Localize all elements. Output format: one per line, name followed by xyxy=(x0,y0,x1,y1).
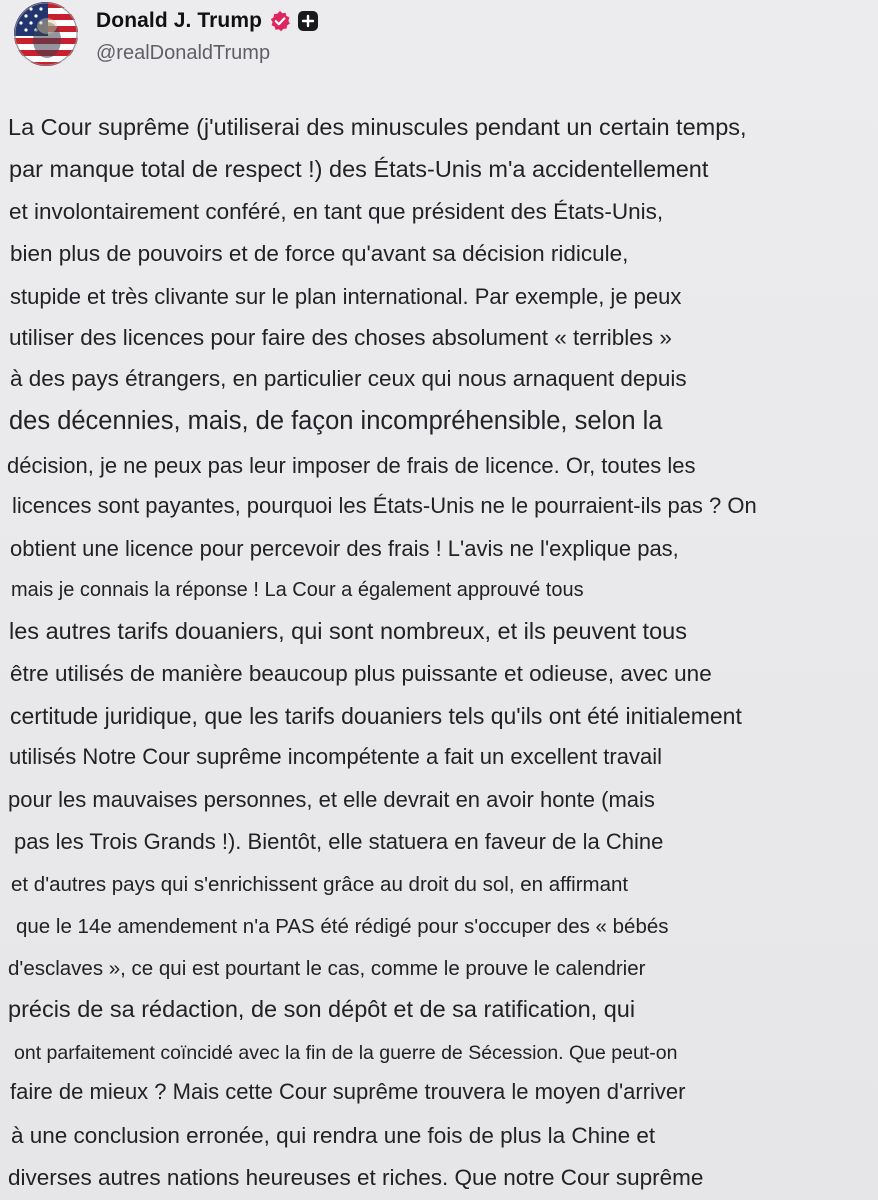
post-line: les autres tarifs douaniers, qui sont nombreux, et ils peuvent tous xyxy=(9,618,687,644)
post-line: des décennies, mais, de façon incompréhensible, selon la xyxy=(9,407,663,435)
handle[interactable]: @realDonaldTrump xyxy=(96,42,271,64)
plus-square-icon[interactable] xyxy=(297,10,319,32)
post-line: être utilisés de manière beaucoup plus puissante et odieuse, avec une xyxy=(10,661,712,686)
post-line: diverses autres nations heureuses et riches. Que notre Cour suprême xyxy=(8,1165,704,1190)
avatar[interactable] xyxy=(14,2,78,66)
post-header xyxy=(14,2,319,68)
post-line: stupide et très clivante sur le plan international. Par exemple, je peux xyxy=(10,284,682,309)
post-line: à des pays étrangers, en particulier ceux qui nous arnaquent depuis xyxy=(10,366,687,391)
post-line: d'esclaves », ce qui est pourtant le cas, comme le prouve le calendrier xyxy=(8,957,646,980)
post-line: par manque total de respect !) des États-Unis m'a accidentellement xyxy=(9,156,709,182)
post-line: utiliser des licences pour faire des choses absolument « terribles » xyxy=(9,325,672,350)
post-line: faire de mieux ? Mais cette Cour suprême trouvera le moyen d'arriver xyxy=(10,1079,686,1104)
post-line: à une conclusion erronée, qui rendra une fois de plus la Chine et xyxy=(11,1123,656,1148)
name-row xyxy=(96,6,319,36)
verified-badge-icon xyxy=(269,10,291,32)
post-line: et d'autres pays qui s'enrichissent grâce au droit du sol, en affirmant xyxy=(11,873,629,896)
post-line: pas les Trois Grands !). Bientôt, elle statuera en faveur de la Chine xyxy=(14,829,664,854)
post-line: licences sont payantes, pourquoi les États-Unis ne le pourraient-ils pas ? On xyxy=(12,493,757,518)
post-line: bien plus de pouvoirs et de force qu'avant sa décision ridicule, xyxy=(10,241,629,266)
post-line: La Cour suprême (j'utiliserai des minuscules pendant un certain temps, xyxy=(8,114,747,140)
display-name[interactable]: Donald J. Trump xyxy=(96,9,263,32)
post-line: obtient une licence pour percevoir des frais ! L'avis ne l'explique pas, xyxy=(10,536,679,561)
author-identity xyxy=(96,2,319,65)
post-line: et involontairement conféré, en tant que président des États-Unis, xyxy=(9,199,664,224)
post-line: que le 14e amendement n'a PAS été rédigé pour s'occuper des « bébés xyxy=(16,915,669,938)
post-line: mais je connais la réponse ! La Cour a également approuvé tous xyxy=(11,579,584,601)
post-line: certitude juridique, que les tarifs douaniers tels qu'ils ont été initialement xyxy=(10,703,742,729)
post-line: décision, je ne peux pas leur imposer de frais de licence. Or, toutes les xyxy=(7,453,696,478)
post-line: ont parfaitement coïncidé avec la fin de la guerre de Sécession. Que peut-on xyxy=(14,1042,678,1064)
avatar-flag-image xyxy=(14,2,78,66)
post-line: précis de sa rédaction, de son dépôt et de sa ratification, qui xyxy=(8,996,636,1022)
post-line: utilisés Notre Cour suprême incompétente a fait un excellent travail xyxy=(9,744,662,769)
post-line: pour les mauvaises personnes, et elle devrait en avoir honte (mais xyxy=(8,787,655,812)
